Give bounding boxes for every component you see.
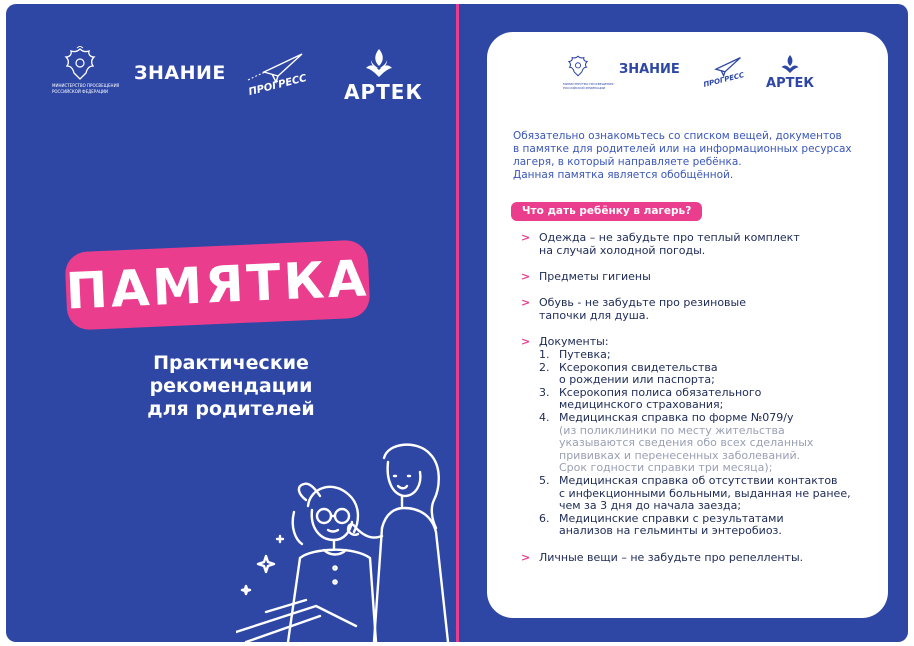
document-line: Ксерокопия полиса обязательного — [559, 385, 762, 399]
ministry-caption-1: МИНИСТЕРСТВО ПРОСВЕЩЕНИЯ — [52, 83, 120, 88]
list-item — [521, 551, 866, 564]
card-progress-logo — [703, 54, 743, 94]
eagle-emblem-icon — [63, 46, 97, 82]
intro-line-1: Обязательно ознакомьтесь со списком вещей, документов — [513, 130, 842, 142]
ministry-caption-2: РОССИЙСКОЙ ФЕДЕРАЦИИ — [52, 89, 109, 94]
page-title: ПАМЯТКА — [64, 249, 371, 321]
ministry-emblem — [52, 46, 120, 94]
progress-logo-text: ПРОГРЕСС — [247, 72, 308, 99]
brochure-spread — [6, 4, 908, 642]
list-item-line: на случай холодной погоды. — [539, 244, 706, 257]
document-item — [539, 412, 866, 475]
card-progress-logo-text: ПРОГРЕСС — [702, 71, 745, 89]
document-line: чем за 3 дня до начала заезда; — [559, 499, 742, 513]
document-line: Медицинская справка по форме №079/у — [559, 410, 794, 424]
page-fold — [456, 4, 459, 642]
document-note: указываются сведения обо всех сделанных — [559, 436, 814, 450]
intro-text — [513, 130, 873, 182]
document-line: Медицинские справки с результатами — [559, 511, 784, 525]
subtitle-line-1: Практические — [153, 352, 309, 374]
card-ministry-caption-1: МИНИСТЕРСТВО ПРОСВЕЩЕНИЯ — [563, 82, 614, 86]
document-note: прививках и перенесенных заболеваний. — [559, 448, 801, 462]
logo-row — [52, 46, 422, 116]
progress-logo — [244, 50, 314, 104]
document-line: о рождении или паспорта; — [559, 373, 715, 387]
document-line: Ксерокопия свидетельства — [559, 360, 718, 374]
title-badge — [64, 239, 370, 330]
chevron-right-icon: > — [521, 270, 531, 283]
document-number: 3. — [539, 385, 550, 399]
card-artek-logo-text: АРТЕК — [766, 76, 814, 91]
subtitle-line-3: для родителей — [147, 398, 315, 420]
document-line: с инфекционными больными, выданная не ранее, — [559, 486, 851, 500]
artek-logo-text: АРТЕК — [344, 80, 423, 104]
document-number: 2. — [539, 360, 550, 374]
card-logo-row — [563, 54, 813, 100]
card-ministry-emblem — [563, 54, 614, 90]
document-note: Срок годности справки три месяца); — [559, 461, 773, 475]
chevron-right-icon: > — [521, 231, 531, 244]
card-ministry-caption-2: РОССИЙСКОЙ ФЕДЕРАЦИИ — [563, 86, 606, 90]
document-line: медицинского страхования; — [559, 398, 724, 412]
document-item — [539, 362, 866, 387]
flame-icon — [362, 48, 396, 78]
document-number: 5. — [539, 473, 550, 487]
parent-child-illustration — [236, 436, 458, 642]
list-item — [521, 296, 866, 322]
list-item-line: Предметы гигиены — [539, 270, 651, 283]
checklist-card — [487, 32, 888, 618]
list-item-line: Личные вещи – не забудьте про репелленты. — [539, 550, 804, 564]
document-number: 1. — [539, 348, 550, 361]
card-artek-logo — [765, 54, 815, 91]
intro-line-3: лагеря, в который направляете ребёнка. — [513, 156, 742, 168]
chevron-right-icon: > — [521, 335, 531, 348]
document-line: анализов на гельминты и энтеробиоз. — [559, 524, 782, 538]
chevron-right-icon: > — [521, 296, 531, 309]
document-line: Путевка; — [559, 348, 611, 361]
document-note: (из поликлиники по месту жительства — [559, 423, 785, 437]
document-item — [539, 349, 866, 362]
list-item-line: тапочки для душа. — [539, 309, 650, 322]
subtitle — [96, 352, 366, 421]
document-item — [539, 475, 866, 513]
list-item-line: Обувь - не забудьте про резиновые — [539, 296, 746, 309]
eagle-emblem-icon — [567, 54, 589, 78]
intro-line-2: в памятке для родителей или на информационных ресурсах — [513, 143, 852, 155]
list-item — [521, 231, 866, 257]
chevron-right-icon: > — [521, 550, 531, 564]
list-item-line: Одежда – не забудьте про теплый комплект — [539, 231, 800, 244]
intro-line-4: Данная памятка является обобщённой. — [513, 169, 734, 181]
document-item — [539, 513, 866, 538]
flame-icon — [779, 54, 801, 74]
question-badge: Что дать ребёнку в лагерь? — [511, 202, 702, 221]
checklist — [521, 231, 866, 564]
artek-logo — [344, 48, 423, 104]
list-item-documents — [521, 335, 866, 538]
subtitle-line-2: рекомендации — [149, 375, 313, 397]
list-item — [521, 270, 866, 283]
document-item — [539, 387, 866, 412]
znanie-logo: ЗНАНИЕ — [134, 62, 226, 84]
list-item-line: Документы: — [539, 335, 609, 348]
document-number: 6. — [539, 511, 550, 525]
documents-list — [539, 349, 866, 538]
document-line: Медицинская справка об отсутствии контактов — [559, 473, 838, 487]
card-znanie-logo: ЗНАНИЕ — [619, 62, 680, 77]
document-number: 4. — [539, 410, 550, 424]
